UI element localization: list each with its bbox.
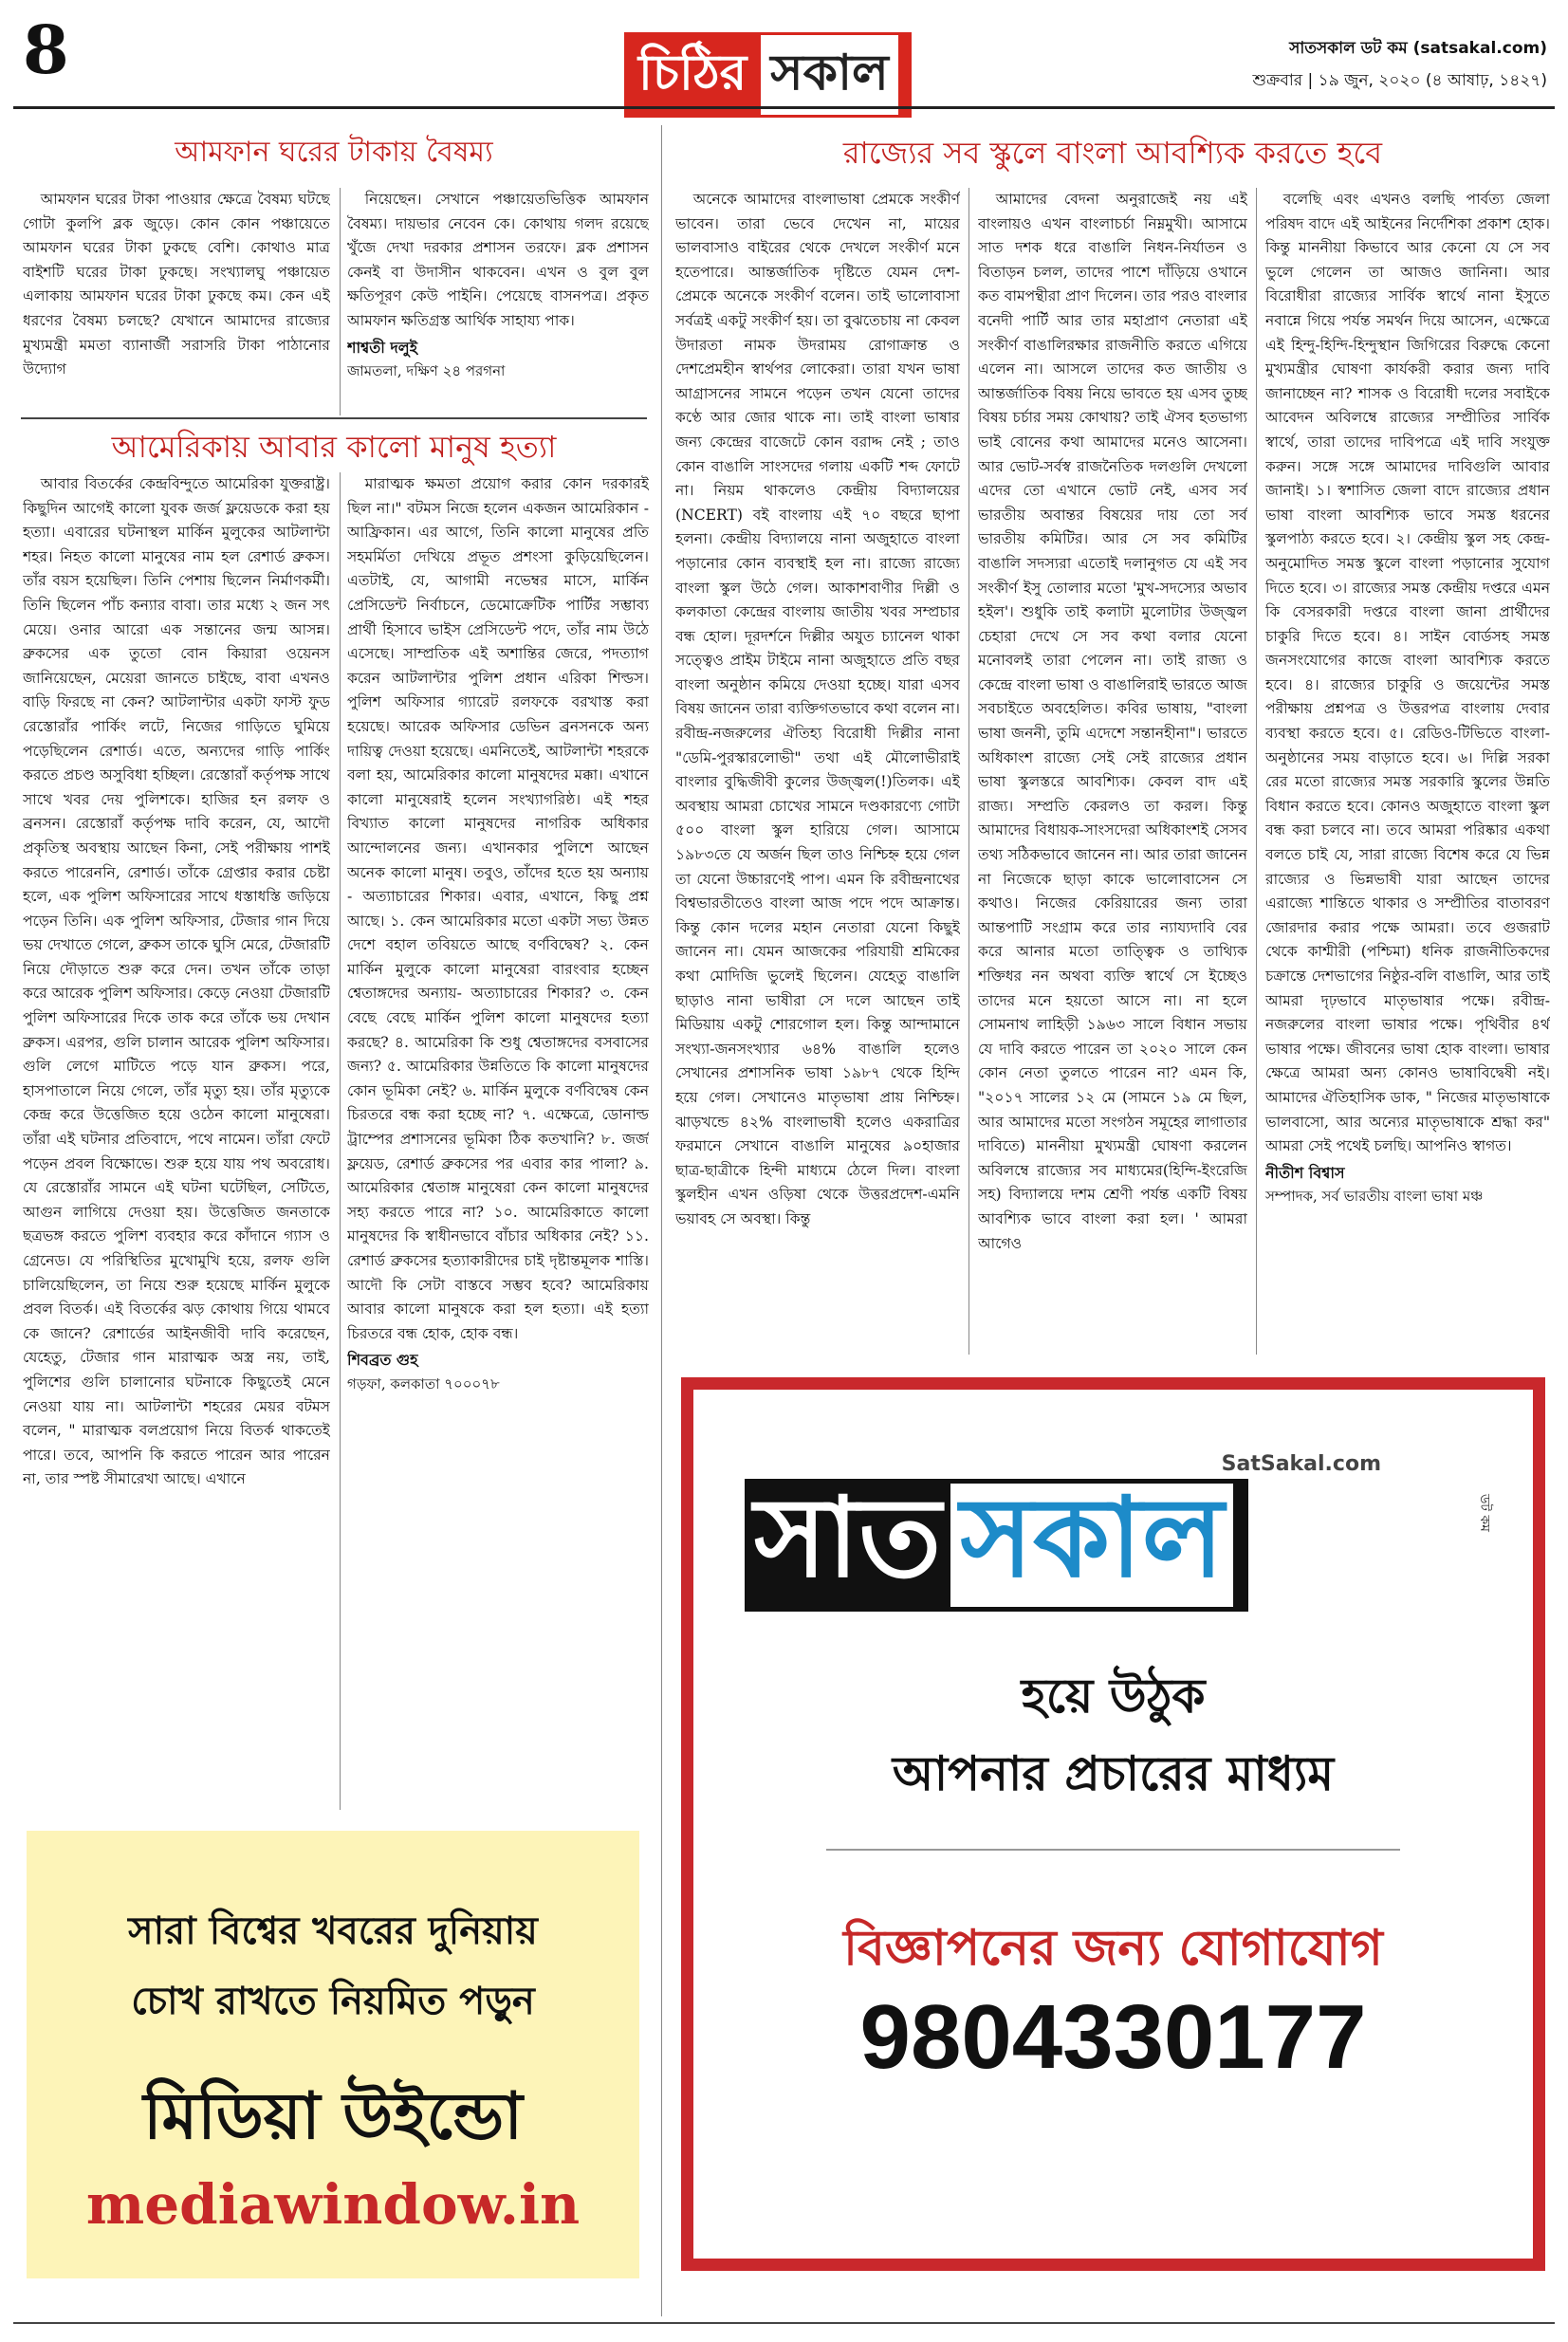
ad-left-line2: চোখ রাখতে নিয়মিত পড়ুন xyxy=(131,1980,535,2023)
page-number: 8 xyxy=(23,10,69,89)
masthead-bar xyxy=(898,32,912,118)
ad-right-line1: হয়ে উঠুক xyxy=(1021,1669,1206,1724)
article3-heading: রাজ্যের সব স্কুলে বাংলা আবশ্যিক করতে হবে xyxy=(842,135,1383,171)
article-divider xyxy=(21,417,647,419)
satsakal-logo xyxy=(745,1474,1248,1612)
logo-tag: ডট কম xyxy=(1477,1494,1492,1532)
article1-heading: আমফান ঘরের টাকায় বৈষম্য xyxy=(175,136,493,169)
article2-body-2: মারাত্মক ক্ষমতা প্রয়োগ করার কোন দরকারই ছিল না।" বটমস নিজে হলেন একজন আমেরিকান - আফ্রিকান। এর আগে, তিনি কালো মানুষের প্রতি সহমর্মিতা দেখিয়ে প্রভূত প্রশংসা কুড়িয়েছিলেন। এতটাই, যে, আগামী নভেম্বর মাসে, মার্কিন প্রেসিডেন্ট নির্বাচনে, ডেমোক্রেটিক পার্টির সম্ভাব্য প্রার্থী হিসাবে ভাইস প্রেসিডেন্ট পদে, তাঁর নাম উঠে এসেছে। সাম্প্রতিক এই অশান্তির জেরে, পদত্যাগ করেন আটলান্টার পুলিশ প্রধান এরিকা শিল্ডস। পুলিশ অফিসার গ্যারেট রলফকে বরখাস্ত করা হয়েছে। আরেক অফিসার ডেভিন ব্রনসনকে অন্য দায়িত্ব দেওয়া হয়েছে। এমনিতেই, আটলান্টা শহরকে বলা হয়, আমেরিকার কালো মানুষদের মক্কা। এখানে কালো মানুষেরাই হলেন সংখ্যাগরিষ্ঠ। এই শহর বিখ্যাত কালো মানুষদের নাগরিক অধিকার আন্দোলনের জন্য। এখানকার পুলিশে আছেন অনেক কালো মানুষ। তবুও, তাঁদের হতে হয় অন্যায় - অত্যাচারের শিকার। এবার, এখানে, কিছু প্রশ্ন আছে। ১. কেন আমেরিকার মতো একটা সভ্য উন্নত দেশে বহাল তবিয়তে আছে বর্ণবিদ্বেষ? ২. কেন মার্কিন মুলুকে কালো মানুষেরা বারংবার হচ্ছেন শ্বেতাঙ্গদের অন্যায়- অত্যাচারের শিকার? ৩. কেন বেছে বেছে মার্কিন পুলিশ কালো মানুষদের হত্যা করছে? ৪. আমেরিকা কি শুধু শ্বেতাঙ্গদের বসবাসের জন্য? ৫. আমেরিকার উন্নতিতে কি কালো মানুষদের কোন ভূমিকা নেই? ৬. মার্কিন মুলুকে বর্ণবিদ্বেষ কেন চিরতরে বন্ধ করা হচ্ছে না? ৭. এক্ষেত্রে, ডোনাল্ড ট্রাম্পের প্রশাসনের ভূমিকা ঠিক কতখানি? ৮. জর্জ ফ্লয়েড, রেশার্ড ব্রুকসের পর এবার কার পালা? ৯. আমেরিকার শ্বেতাঙ্গ মানুষেরা কেন কালো মানুষদের সহ্য করতে পারে না? ১০. আমেরিকাতে কালো মানুষদের কি স্বাধীনভাবে বাঁচার অধিকার নেই? ১১. রেশার্ড ব্রুকসের হত্যাকারীদের চাই দৃষ্টান্তমূলক শাস্তি। আদৌ কি সেটা বাস্তবে সম্ভব হবে? আমেরিকায় আবার কালো মানুষকে করা হল হত্যা। এই হত্যা চিরতরে বন্ধ হোক, হোক বন্ধ। xyxy=(347,475,649,1342)
issue-date: শুক্রবার | ১৯ জুন, ২০২০ (৪ আষাঢ়, ১৪২৭) xyxy=(1252,71,1547,90)
article2-heading: আমেরিকায় আবার কালো মানুষ হত্যা xyxy=(111,429,557,465)
article3-author: নীতীশ বিশ্বাস xyxy=(1265,1163,1345,1182)
ad-right-phone[interactable]: 9804330177 xyxy=(859,1986,1367,2088)
article2-body-1: আবার বিতর্কের কেন্দ্রবিন্দুতে আমেরিকা যুক্তরাষ্ট্র। কিছুদিন আগেই কালো যুবক জর্জ ফ্লয়েডকে করা হয় হত্যা। এবারের ঘটনাস্থল মার্কিন মুলুকের আটলান্টা শহর। নিহত কালো মানুষের নাম হল রেশার্ড ব্রুকস। তাঁর বয়স হয়েছিল। তিনি পেশায় ছিলেন নির্মাণকর্মী। তিনি ছিলেন পাঁচ কন্যার বাবা। তার মধ্যে ২ জন সৎ মেয়ে। ওনার আরো এক সন্তানের জন্ম আসন্ন। ব্রুকসের এক তুতো বোন কিয়ারা ওয়েনস জানিয়েছেন, মেয়েরা জানতে চাইছে, বাবা এখনও বাড়ি ফিরছে না কেন? আটলান্টার একটা ফাস্ট ফুড রেস্তোরাঁর পার্কিং লটে, নিজের গাড়িতে ঘুমিয়ে পড়েছিলেন রেশার্ড। এতে, অন্যদের গাড়ি পার্কিং করতে প্রচণ্ড অসুবিধা হচ্ছিল। রেস্তোরাঁ কর্তৃপক্ষ সাথে সাথে খবর দেয় পুলিশকে। হাজির হন রলফ ও ব্রনসন। রেস্তোরাঁ কর্তৃপক্ষ দাবি করেন, যে, আদৌ প্রকৃতিস্থ অবস্থায় আছেন কিনা, সেই পরীক্ষায় পাশই করতে পারেননি, রেশার্ড। তাঁকে গ্রেপ্তার করার চেষ্টা হলে, এক পুলিশ অফিসারের সাথে ধস্তাধস্তি জড়িয়ে পড়েন তিনি। এক পুলিশ অফিসার, টেজার গান দিয়ে ভয় দেখাতে গেলে, ব্রুকস তাকে ঘুসি মেরে, টেজারটি নিয়ে দৌড়াতে শুরু করে দেন। তখন তাঁকে তাড়া করে আরেক পুলিশ অফিসার। কেড়ে নেওয়া টেজারটি পুলিশ অফিসারের দিকে তাক করে তাঁকে ভয় দেখান ব্রুকস। এরপর, গুলি চালান আরেক পুলিশ অফিসার। গুলি লেগে মাটিতে পড়ে যান ব্রুকস। পরে, হাসপাতালে নিয়ে গেলে, তাঁর মৃত্যু হয়। তাঁর মৃত্যুকে কেন্দ্র করে উত্তেজিত হয়ে ওঠেন কালো মানুষেরা। তাঁরা এই ঘটনার প্রতিবাদে, পথে নামেন। তাঁরা ফেটে পড়েন প্রবল বিক্ষোভে। শুরু হয়ে যায় পথ অবরোধ। যে রেস্তোরাঁর সামনে এই ঘটনা ঘটেছিল, সেটিতে, আগুন লাগিয়ে দেওয়া হয়। উত্তেজিত জনতাকে ছত্রভঙ্গ করতে পুলিশ ব্যবহার করে কাঁদানে গ্যাস ও গ্রেনেড। যে পরিস্থিতির মুখোমুখি হয়ে, রলফ গুলি চালিয়েছিলেন, তা নিয়ে শুরু হয়েছে মার্কিন মুলুকে প্রবল বিতর্ক। এই বিতর্কের ঝড় কোথায় গিয়ে থামবে কে জানে? রেশার্ডের আইনজীবী দাবি করেছেন, যেহেতু, টেজার গান মারাত্মক অস্ত্র নয়, তাই, পুলিশের গুলি চালানোর ঘটনাকে কিছুতেই মেনে নেওয়া যায় না। আটলান্টা শহরের মেয়র বটমস বলেন, " মারাত্মক বলপ্রয়োগ নিয়ে বিতর্ক থাকতেই পারে। তবে, আপনি কি করতে পারেন আর পারেন না, তার স্পষ্ট সীমারেখা আছে। এখানে xyxy=(23,475,330,1488)
article3-body-3: বলেছি এবং এখনও বলছি পার্বত্য জেলা পরিষদ বাদে এই আইনের নির্দেশিকা প্রকাশ হোক। কিন্তু মাননীয়া কিভাবে আর কেনো যে সে সব ভুলে গেলেন তা আজও জানিনা। আর বিরোধীরা রাজ্যের সার্বিক স্বার্থে নানা ইসুতে নবান্নে গিয়ে পর্যন্ত সমর্থন দিয়ে আসেন, এক্ষেত্রে এই হিন্দু-হিন্দি-হিন্দুস্থান জিগিরের বিরুদ্ধে কেনো মুখ্যমন্ত্রীর ঘোষণা কার্যকরী করার জন্য দাবি জানাচ্ছেন না? শাসক ও বিরোধী দলের সবাইকে আবেদন অবিলম্বে রাজ্যের সম্প্রীতির সার্বিক স্বার্থে, তারা তাদের দাবিপত্রে এই দাবি সংযুক্ত করুন। সঙ্গে সঙ্গে আমাদের দাবিগুলি আবার জানাই। ১। স্বশাসিত জেলা বাদে রাজ্যের প্রধান ভাষা বাংলা আবশ্যিক ভাবে সমস্ত ধরনের স্কুলপাঠ্য করতে হবে। ২। কেন্দ্রীয় স্কুল সহ কেন্দ্র-অনুমোদিত সমস্ত স্কুলে বাংলা পড়ানোর সুযোগ দিতে হবে। ৩। রাজ্যের সমস্ত কেন্দ্রীয় দপ্তরে এমন কি বেসরকারী দপ্তরে বাংলা জানা প্রার্থীদের চাকুরি দিতে হবে। ৪। সাইন বোর্ডসহ সমস্ত জনসংযোগের কাজে বাংলা আবশ্যিক করতে হবে। ৪। রাজ্যের চাকুরি ও জয়েন্টের সমস্ত পরীক্ষায় প্রশ্নপত্র ও উত্তরপত্র বাংলায় দেবার ব্যবস্থা করতে হবে। ৫। রেডিও-টিভিতে বাংলা-অনুষ্ঠানের সময় বাড়াতে হবে। ৬। দিল্লি সরকা রের মতো রাজ্যের সমস্ত সরকারি স্কুলের উন্নতি বিধান করতে হবে। কোনও অজুহাতে বাংলা স্কুল বন্ধ করা চলবে না। তবে আমরা পরিষ্কার একথা বলতে চাই যে, সারা রাজ্যে বিশেষ করে যে ভিন্ন রাজ্যের ও ভিন্নভাষী যারা আছেন তাদের এরাজ্যে শান্তিতে থাকার ও সম্প্রীতির বাতাবরণ জোরদার করার পক্ষে আমরা। তবে গুজরাট থেকে কাশ্মীরী (পশ্চিমা) ধনিক রাজনীতিকদের চক্রান্তে দেশভাগের নিষ্ঠুর-বলি বাঙালি, আর তাই আমরা দৃঢ়ভাবে মাতৃভাষার পক্ষে। রবীন্দ্র-নজরুলের বাংলা ভাষার পক্ষে। পৃথিবীর ৪র্থ ভাষার পক্ষে। জীবনের ভাষা হোক বাংলা। ভাষার ক্ষেত্রে আমরা অন্য কোনও ভাষাবিদ্বেষী নই। আমাদের ঐতিহাসিক ডাক, " নিজের মাতৃভাষাকে ভালবাসো, আর অন্যের মাতৃভাষাকে শ্রদ্ধা কর" আমরা সেই পথেই চলছি। আপনিও স্বাগত। xyxy=(1265,191,1550,1155)
masthead-title-part2: সকাল xyxy=(761,32,898,118)
satsakal-advertisement[interactable] xyxy=(681,1377,1545,2271)
column-divider-a3-1 xyxy=(968,188,969,1355)
ad-right-url[interactable]: SatSakal.com xyxy=(1221,1452,1381,1476)
article1-body-2: নিয়েছেন। সেখানে পঞ্চায়েতভিত্তিক আমফান বৈষম্য। দায়ভার নেবেন কে। কোথায় গলদ রয়েছে খুঁজে দেখা দরকার প্রশাসন তরফে। ব্লক প্রশাসন কেনই বা উদাসীন থাকবেন। এখন ও বুল বুল ক্ষতিপূরণ কেউ পাইনি। পেয়েছে বাসনপত্র। প্রকৃত আমফান ক্ষতিগ্রস্ত আর্থিক সাহায্য পাক। xyxy=(347,191,649,329)
article3-column-1 xyxy=(675,188,960,1356)
ad-left-url[interactable]: mediawindow.in xyxy=(85,2172,581,2237)
article1-column-2 xyxy=(347,188,649,415)
article1-column-1 xyxy=(23,188,330,415)
masthead-title-part1: চিঠির xyxy=(624,32,761,118)
article3-body-2: আমাদের বেদনা অনুরাজেই নয় এই বাংলায়ও এখন বাংলাচর্চা নিম্নমুখী। আসামে সাত দশক ধরে বাঙালি নিধন-নির্যাতন ও বিতাড়ন চলল, তাদের পাশে দাঁড়িয়ে ওখানে কত বামপন্থীরা প্রাণ দিলেন। তার পরও বাংলার বনেদী পার্টি আর তার মহাপ্রাণ নেতারা এই সংকীর্ণ বাঙালিরক্ষার রাজনীতি করতে এগিয়ে এলেন না। আসলে তাদের কত জাতীয় ও আন্তর্জাতিক বিষয় নিয়ে ভাবতে হয় এসব তুচ্ছ বিষয় চর্চার সময় কোথায়? তাই ঐসব হতভাগ্য ভাই বোনের কথা আমাদের মনেও আসেনা। আর ভোট-সর্বস্ব রাজনৈতিক দলগুলি দেখলো এদের তো এখানে ভোট নেই, এসব সর্ব ভারতীয় অবান্তর বিষয়ের দায় তো সর্ব ভারতীয় কমিটির। আর সে সব কমিটির বাঙালি সদস্যরা এতোই দলানুগত যে এই সব সংকীর্ণ ইসু তোলার মতো 'মুখ-সদস্যের অভাব হইল'। শুধুকি তাই কলাটা মুলোটার উজ্জ্বল চেহারা দেখে সে সব কথা বলার যেনো মনোবলই তারা পেলেন না। তাই রাজ্য ও কেন্দ্রে বাংলা ভাষা ও বাঙালিরাই ভারতে আজ সবচাইতে অবহেলিত। কবির ভাষায়, "বাংলা ভাষা জননী, তুমি এদেশে সন্তানহীনা"। ভারতে অধিকাংশ রাজ্যে সেই সেই রাজ্যের প্রধান ভাষা স্কুলস্তরে আবশ্যিক। কেবল বাদ এই রাজ্য। সম্প্রতি কেরলও তা করল। কিন্তু আমাদের বিধায়ক-সাংসদেরা অধিকাংশই সেসব তথ্য সঠিকভাবে জানেন না। আর তারা জানেন না নিজেকে ছাড়া কাকে ভালোবাসেন সে কথাও। নিজের কেরিয়ারের জন্য তারা আন্তপাটি সংগ্রাম করে তার ন্যায্যদাবি বের করে আনার মতো তাত্ত্বিক ও তাথ্যিক শক্তিধর নন অথবা ব্যক্তি স্বার্থে সে ইচ্ছেও তাদের মনে হয়তো আসে না। না হলে সোমনাথ লাহিড়ী ১৯৬৩ সালে বিধান সভায় যে দাবি করতে পারেন তা ২০২০ সালে কেন কোন নেতা তুলতে পারেন না? এমন কি, "২০১৭ সালের ১২ মে (সামনে ১৯ মে ছিল, আর আমাদের মতো সংগঠন সমূহের লাগাতার দাবিতে) মাননীয়া মুখ্যমন্ত্রী ঘোষণা করলেন অবিলম্বে রাজ্যের সব মাধ্যমের(হিন্দি-ইংরেজি সহ) বিদ্যালয়ে দশম শ্রেণী পর্যন্ত একটি বিষয় আবশ্যিক ভাবে বাংলা করা হল। ' আমরা আগেও xyxy=(978,191,1247,1252)
article3-column-3 xyxy=(1265,188,1550,1356)
article1-body-1: আমফান ঘরের টাকা পাওয়ার ক্ষেত্রে বৈষম্য ঘটছে গোটা কুলপি ব্লক জুড়ে। কোন কোন পঞ্চায়েতে আমফান ঘরের টাকা ঢুকছে বেশি। কোথাও মাত্র বাইশটি ঘরের টাকা ঢুকছে। সংখ্যালঘু পঞ্চায়েত এলাকায় আমফান ঘরের টাকা ঢুকছে কম। কেন এই ধরণের বৈষম্য চলছে? যেখানে আমাদের রাজ্যের মুখ্যমন্ত্রী মমতা ব্যানার্জী সরাসরি টাকা পাঠানোর উদ্যোগ xyxy=(23,191,330,378)
article1-place: জামতলা, দক্ষিণ ২৪ পরগনা xyxy=(347,362,506,380)
article3-body-1: অনেকে আমাদের বাংলাভাষা প্রেমকে সংকীর্ণ ভাবেন। তারা ভেবে দেখেন না, মায়ের ভালবাসাও বাইরের থেকে দেখলে সংকীর্ণ মনে হতেপারে। আন্তর্জাতিক দৃষ্টিতে যেমন দেশ-প্রেমকে অনেকে সংকীর্ণ বলেন। তাই ভালোবাসা সর্বত্রই একটু সংকীর্ণ হয়। তা বুঝতেচায় না কেবল উদারতা নামক উদরাময় রোগাক্রান্ত ও দেশপ্রেমহীন স্বার্থপর লোকেরা। তারা যখন ভাষা আগ্রাসনের সামনে পড়েন তখন যেনো তাদের কণ্ঠে আর জোর থাকে না। তাই বাংলা ভাষার জন্য কেন্দ্রের বাজেটে কোন বরাদ্দ নেই ; তাও কোন বাঙালি সাংসদের গলায় একটি শব্দ ফোটে না। নিয়ম থাকলেও কেন্দ্রীয় বিদ্যালয়ের (NCERT) বই বাংলায় এই ৭০ বছরে ছাপা হলনা। কেন্দ্রীয় বিদ্যালয়ে নানা অজুহাতে বাংলা পড়ানোর কোন ব্যবস্থাই হল না। রাজ্যে রাজ্যে বাংলা স্কুল উঠে গেল। আকাশবাণীর দিল্লী ও কলকাতা কেন্দ্রের বাংলায় জাতীয় খবর সম্প্রচার বন্ধ হোল। দূরদর্শনে দিল্লীর অযুত চ্যানেল থাকা সত্ত্বেও প্রাইম টাইমে নানা অজুহাতে প্রতি বছর বাংলা অনুষ্ঠান কমিয়ে দেওয়া হচ্ছে। যারা এসব বিষয় জানেন তারা ব্যক্তিগতভাবে কথা বলেন না। রবীন্দ্র-নজরুলের ঐতিহ্য বিরোধী দিল্লীর নানা "ডেমি-পুরস্কারলোভী" তথা এই মৌলোভীরাই বাংলার বুদ্ধিজীবী কুলের উজ্জ্বল(!)তিলক। এই অবস্থায় আমরা চোখের সামনে দণ্ডকারণ্যে গোটা ৫০০ বাংলা স্কুল হারিয়ে গেল। আসামে ১৯৮৩তে যে অর্জন ছিল তাও নিশ্চিহ্ন হয়ে গেল তা যেনো উচ্চারণেই পাপ। এমন কি রবীন্দ্রনাথের বিশ্বভারতীতেও বাংলা আজ পদে পদে আক্রান্ত। কিন্তু কোন দলের মহান নেতারা যেনো কিছুই জানেন না। যেমন আজকের পরিযায়ী শ্রমিকের কথা মোদিজি ভুলেই ছিলেন। যেহেতু বাঙালি ছাড়াও নানা ভাষীরা সে দলে আছেন তাই মিডিয়ায় একটু শোরগোল হল। কিন্তু আন্দামানে সংখ্যা-জনসংখ্যার ৬৪% বাঙালি হলেও সেখানের প্রশাসনিক ভাষা ১৯৮৭ থেকে হিন্দি হয়ে গেল। সেখানেও মাতৃভাষা প্রায় নিশ্চিহ্ন। ঝাড়খন্ডে ৪২% বাংলাভাষী হলেও একরাত্রির ফরমানে সেখানে বাঙালি মানুষের ৯০হাজার ছাত্র-ছাত্রীকে হিন্দী মাধ্যমে ঠেলে দিল। বাংলা স্কুলহীন এখন ওড়িষা থেকে উত্তরপ্রদেশ-এমনি ভয়াবহ সে অবস্থা। কিন্তু xyxy=(675,191,960,1227)
column-divider-a2 xyxy=(340,472,341,1810)
ad-right-line3: বিজ্ঞাপনের জন্য যোগাযোগ xyxy=(843,1920,1383,1977)
ad-right-separator xyxy=(826,1849,1400,1851)
article2-column-2 xyxy=(347,472,649,1812)
masthead-info xyxy=(1253,36,1547,95)
ad-left-brand: মিডিয়া উইন্ডো xyxy=(143,2079,523,2154)
column-divider-a1 xyxy=(340,188,341,415)
logo-part2: সকাল xyxy=(950,1479,1233,1612)
article2-author: শিবব্রত গুহ xyxy=(347,1351,418,1370)
bottom-rule xyxy=(13,2322,1555,2324)
article2-column-1 xyxy=(23,472,330,1812)
column-divider-main xyxy=(661,125,662,2316)
mediawindow-advertisement[interactable] xyxy=(27,1831,639,2278)
masthead-divider xyxy=(13,106,1555,109)
masthead-logo xyxy=(624,32,912,118)
article1-author: শাশ্বতী দলুই xyxy=(347,338,418,357)
site-name: সাতসকাল ডট কম (satsakal.com) xyxy=(1289,39,1547,58)
ad-left-line1: সারা বিশ্বের খবরের দুনিয়ায় xyxy=(128,1909,538,1953)
article3-column-2 xyxy=(978,188,1247,1356)
article3-place: সম্পাদক, সর্ব ভারতীয় বাংলা ভাষা মঞ্চ xyxy=(1265,1188,1484,1206)
column-divider-a3-2 xyxy=(1256,188,1257,1355)
logo-part1: সাত xyxy=(745,1479,950,1612)
ad-right-line2: আপনার প্রচারের মাধ্যম xyxy=(892,1746,1335,1801)
logo-bar xyxy=(1233,1479,1248,1612)
article2-place: গড়ফা, কলকাতা ৭০০০৭৮ xyxy=(347,1374,500,1392)
